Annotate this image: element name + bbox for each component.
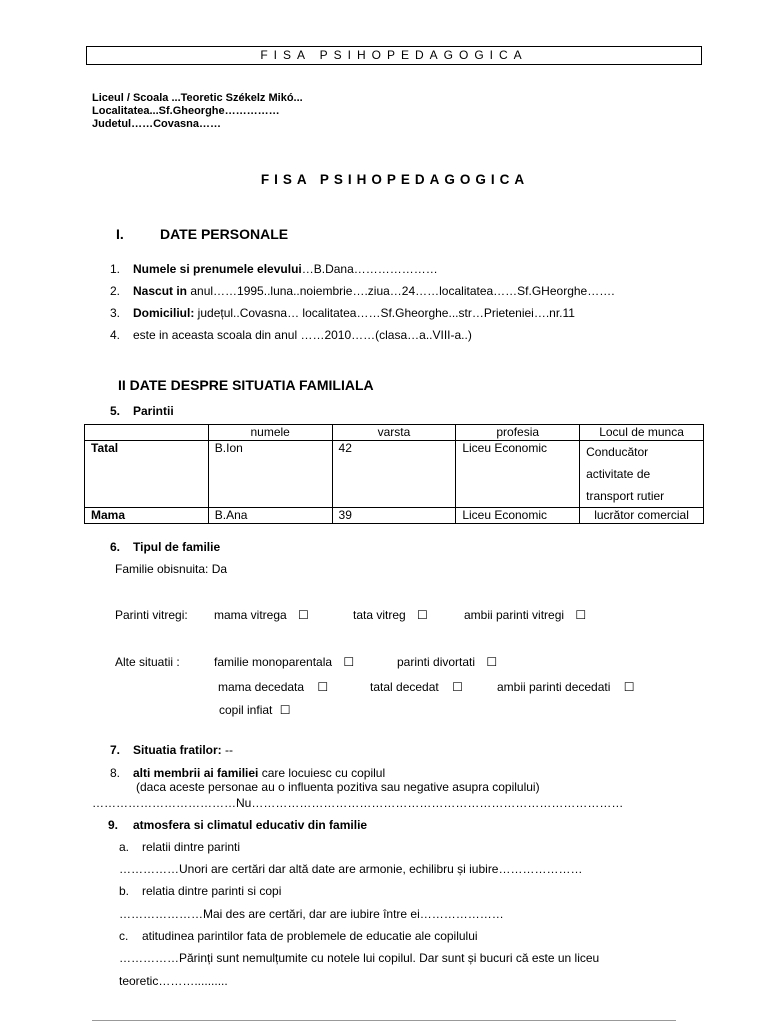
item9-c-answer: ……………Părinți sunt nemulțumite cu notele lui copilul. Dar sunt și bucuri că este un liceu: [119, 951, 600, 965]
item-value: --: [221, 743, 234, 757]
opt-tata-vitreg: tata vitreg ☐: [353, 608, 428, 622]
opt-divortati: parinti divortati ☐: [397, 655, 498, 669]
checkbox[interactable]: ☐: [623, 680, 635, 694]
sub-number: b.: [119, 884, 130, 898]
item-value: județul..Covasna… localitatea……Sf.Gheorghe...str…Prieteniei….nr.11: [194, 306, 575, 320]
page-title: FISA PSIHOPEDAGOGICA: [260, 172, 530, 187]
table-cell: B.Ana: [208, 508, 332, 524]
item-label: alti membrii ai familiei: [133, 766, 259, 780]
checkbox[interactable]: ☐: [417, 608, 428, 622]
item-label: Numele si prenumele elevului: [133, 262, 302, 276]
table-header: numele: [208, 425, 332, 441]
item-label: Situatia fratilor:: [133, 743, 222, 757]
item-value: care locuiesc cu copilul: [258, 766, 386, 780]
item-number: 6.: [110, 540, 121, 554]
sub-number: c.: [119, 929, 129, 943]
sub-label: relatia dintre parinti si copi: [142, 884, 282, 898]
sub-label: relatii dintre parinti: [142, 840, 241, 854]
checkbox[interactable]: ☐: [486, 655, 498, 669]
item-number: 7.: [110, 743, 121, 757]
item8-answer: ………………………………Nu…………………………………………………………………………………: [92, 796, 624, 810]
sub-number: a.: [119, 840, 130, 854]
item-label: atmosfera si climatul educativ din familie: [133, 818, 368, 832]
item-number: 2.: [110, 284, 121, 298]
opt-monoparentala: familie monoparentala ☐: [214, 655, 355, 669]
table-header: varsta: [332, 425, 456, 441]
opt-ambii-decedati: ambii parinti decedati ☐: [497, 680, 635, 694]
item-number: 4.: [110, 328, 121, 342]
table-row: [85, 441, 704, 508]
checkbox[interactable]: ☐: [298, 608, 309, 622]
section1-number: I.: [116, 226, 124, 242]
section1-title: DATE PERSONALE: [160, 226, 289, 242]
header-title-box: [86, 46, 702, 65]
checkbox[interactable]: ☐: [279, 703, 291, 717]
table-header: Locul de munca: [580, 425, 704, 441]
locality-line: Localitatea...Sf.Gheorghe……………: [92, 105, 280, 117]
table-header: profesia: [456, 425, 580, 441]
section2-title: II DATE DESPRE SITUATIA FAMILIALA: [118, 377, 374, 393]
table-cell: Liceu Economic: [456, 508, 580, 524]
opt-copil-infiat: copil infiat ☐: [219, 703, 291, 717]
opt-tatal-decedat: tatal decedat ☐: [370, 680, 463, 694]
table-cell: 39: [332, 508, 456, 524]
checkbox[interactable]: ☐: [452, 680, 463, 694]
opt-mama-vitrega: mama vitrega ☐: [214, 608, 309, 622]
item-value: anul……1995..luna..noiembrie….ziua…24……localitatea……Sf.GHeorghe…….: [187, 284, 615, 298]
table-cell: 42: [332, 441, 456, 508]
item-value: este in aceasta scoala din anul ……2010……(clasa…a..VIII-a..): [133, 328, 472, 342]
table-cell: lucrător comercial: [580, 508, 704, 524]
opt-mama-decedata: mama decedata ☐: [218, 680, 329, 694]
item-number: 3.: [110, 306, 121, 320]
county-line: Judetul……Covasna……: [92, 118, 221, 130]
checkbox[interactable]: ☐: [317, 680, 329, 694]
table-header-row: [85, 425, 704, 441]
step-parents-label: Parinti vitregi:: [115, 608, 188, 622]
footer-divider: [92, 1020, 676, 1021]
item-number: 5.: [110, 404, 121, 418]
opt-ambii-vitregi: ambii parinti vitregi ☐: [464, 608, 587, 622]
checkbox[interactable]: ☐: [343, 655, 355, 669]
normal-family: Familie obisnuita: Da: [115, 562, 228, 576]
header-title: FISA PSIHOPEDAGOGICA: [260, 48, 528, 62]
item9-a-answer: ……………Unori are certări dar altă date are armonie, echilibru și iubire…………………: [119, 862, 583, 876]
parents-table: [84, 424, 704, 524]
table-cell: Liceu Economic: [456, 441, 580, 508]
table-header: [85, 425, 209, 441]
item-number: 9.: [108, 818, 119, 832]
school-info: [92, 92, 303, 131]
table-cell: B.Ion: [208, 441, 332, 508]
item8-note: (daca aceste personae au o influenta pozitiva sau negative asupra copilului): [136, 780, 540, 794]
table-cell: Conducător activitate de transport rutier: [580, 441, 704, 508]
item-label: Parintii: [133, 404, 174, 418]
table-cell: Tatal: [85, 441, 209, 508]
item9-b-answer: …………………Mai des are certări, dar are iubire între ei…………………: [119, 907, 504, 921]
sub-label: atitudinea parintilor fata de problemele de educatie ale copilului: [142, 929, 478, 943]
item-number: 8.: [110, 766, 121, 780]
item-label: Nascut in: [133, 284, 188, 298]
item-label: Domiciliul:: [133, 306, 195, 320]
table-row: [85, 508, 704, 524]
item-number: 1.: [110, 262, 121, 276]
item9-c-answer-cont: teoretic………..........: [119, 974, 228, 988]
checkbox[interactable]: ☐: [575, 608, 587, 622]
other-situations-label: Alte situatii :: [115, 655, 180, 669]
school-line: Liceul / Scoala ...Teoretic Székelz Mikó...: [92, 92, 303, 104]
item-value: …B.Dana…………………: [301, 262, 438, 276]
item-label: Tipul de familie: [133, 540, 221, 554]
table-cell: Mama: [85, 508, 209, 524]
